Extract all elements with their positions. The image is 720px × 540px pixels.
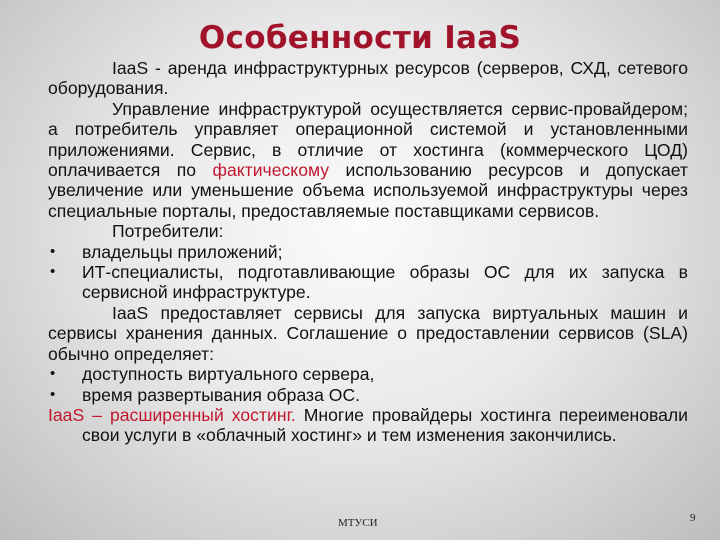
consumers-heading: Потребители: — [112, 221, 224, 242]
footer-organization: МТУСИ — [338, 517, 378, 529]
sla-item — [48, 385, 688, 405]
bullet-icon: • — [50, 385, 56, 403]
bullet-icon: • — [50, 242, 56, 260]
paragraph-iaas-definition: IaaS - аренда инфраструктурных ресурсов (серверов, СХД, сетевого оборудования. — [48, 58, 688, 99]
consumer-item — [48, 262, 688, 303]
sla-item-text: время развертывания образа ОС. — [82, 384, 361, 405]
bullet-icon: • — [50, 365, 56, 383]
sla-item-text: доступность виртуального сервера, — [82, 364, 375, 385]
sla-item — [48, 364, 688, 384]
bullet-icon: • — [50, 263, 56, 281]
page-number: 9 — [690, 512, 696, 524]
slide-body — [48, 58, 688, 446]
paragraph-management — [48, 99, 688, 221]
paragraph-hosting-text: Многие провайдеры хостинга переименовали свои услуги в «облачный хостинг» и тем изменения закончились. — [82, 404, 689, 446]
highlight-actual: фактическому — [212, 160, 330, 181]
slide-title: Особенности IaaS — [198, 20, 522, 56]
highlight-extended-hosting: IaaS – расширенный хостинг. — [48, 404, 296, 425]
paragraph-hosting — [48, 405, 688, 446]
paragraph-management-text: Управление инфраструктурой осуществляется сервис-провайдером; а потребитель управляет операционной системой и установленными приложениями. Сервис, в отличие от хостинга (коммерческого ЦОД) оплачивается по — [48, 98, 688, 181]
paragraph-sla: IaaS предоставляет сервисы для запуска виртуальных машин и сервисы хранения данных. Соглашение о предоставлении сервисов (SLA) обычно определяет: — [48, 302, 688, 364]
paragraph-management-tail: использованию ресурсов и допускает увеличение или уменьшение объема используемой инфраструктуры через специальные порталы, предоставляемые поставщиками сервисов. — [48, 160, 688, 221]
consumer-item-text: ИТ-специалисты, подготавливающие образы ОС для их запуска в сервисной инфраструктуре. — [82, 262, 688, 303]
consumer-item-text: владельцы приложений; — [82, 241, 283, 262]
consumer-item — [48, 242, 688, 262]
